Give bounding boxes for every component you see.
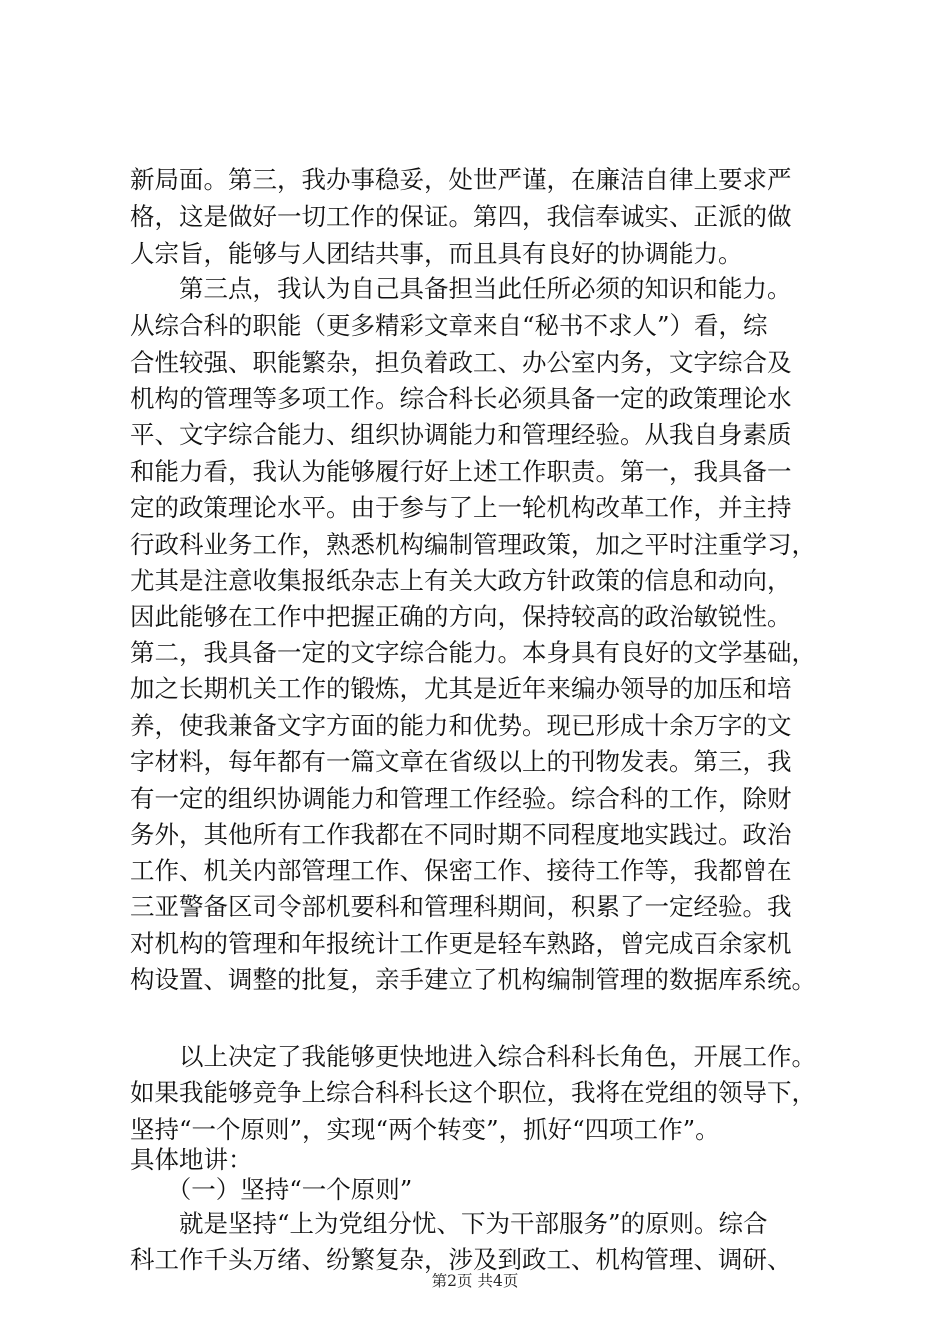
text-line: 平、文字综合能力、组织协调能力和管理经验。从我自身素质: [130, 420, 792, 449]
text-line: 因此能够在工作中把握正确的方向，保持较高的政治敏锐性。: [130, 602, 792, 631]
section-heading: （一）坚持“一个原则”: [130, 1175, 413, 1204]
text-line: 机构的管理等多项工作。综合科长必须具备一定的政策理论水: [130, 384, 792, 413]
text-line: 工作、机关内部管理工作、保密工作、接待工作等，我都曾在: [130, 856, 792, 885]
text-line: 人宗旨，能够与人团结共事，而且具有良好的协调能力。: [130, 239, 743, 268]
text-line: 以上决定了我能够更快地进入综合科科长角色，开展工作。: [130, 1042, 816, 1071]
text-line: 新局面。第三，我办事稳妥，处世严谨，在廉洁自律上要求严: [130, 165, 792, 194]
text-line: 字材料，每年都有一篇文章在省级以上的刊物发表。第三，我: [130, 747, 792, 776]
text-line: 就是坚持“上为党组分忧、下为干部服务”的原则。综合: [130, 1209, 768, 1238]
text-line: 尤其是注意收集报纸杂志上有关大政方针政策的信息和动向，: [130, 566, 792, 595]
page-number-footer: 第2页 共4页: [431, 1272, 519, 1290]
text-line: 三亚警备区司令部机要科和管理科期间，积累了一定经验。我: [130, 892, 792, 921]
text-line: 第三点，我认为自己具备担当此任所必须的知识和能力。: [130, 274, 792, 303]
text-line: 行政科业务工作，熟悉机构编制管理政策，加之平时注重学习，: [130, 530, 816, 559]
text-line: 第二，我具备一定的文字综合能力。本身具有良好的文学基础，: [130, 638, 816, 667]
text-line: 加之长期机关工作的锻炼，尤其是近年来编办领导的加压和培: [130, 674, 792, 703]
text-line: 有一定的组织协调能力和管理工作经验。综合科的工作，除财: [130, 784, 792, 813]
text-line: 构设置、调整的批复，亲手建立了机构编制管理的数据库系统。: [130, 965, 816, 994]
text-line: 科工作千头万绪、纷繁复杂，涉及到政工、机构管理、调研、: [130, 1245, 792, 1274]
text-line: 对机构的管理和年报统计工作更是轻车熟路，曾完成百余家机: [130, 929, 792, 958]
text-line: 务外，其他所有工作我都在不同时期不同程度地实践过。政治: [130, 820, 792, 849]
text-line: 合性较强、职能繁杂，担负着政工、办公室内务，文字综合及: [130, 348, 792, 377]
text-line: 格，这是做好一切工作的保证。第四，我信奉诚实、正派的做: [130, 202, 792, 231]
text-line: 如果我能够竞争上综合科科长这个职位，我将在党组的领导下，: [130, 1078, 816, 1107]
text-line: 和能力看，我认为能够履行好上述工作职责。第一，我具备一: [130, 457, 792, 486]
text-line: 从综合科的职能（更多精彩文章来自“秘书不求人”）看，综: [130, 311, 768, 340]
text-line: 定的政策理论水平。由于参与了上一轮机构改革工作，并主持: [130, 493, 792, 522]
text-line: 养，使我兼备文字方面的能力和优势。现已形成十余万字的文: [130, 711, 792, 740]
text-line: 具体地讲：: [130, 1145, 253, 1174]
text-line: 坚持“一个原则”，实现“两个转变”，抓好“四项工作”。: [130, 1115, 720, 1144]
